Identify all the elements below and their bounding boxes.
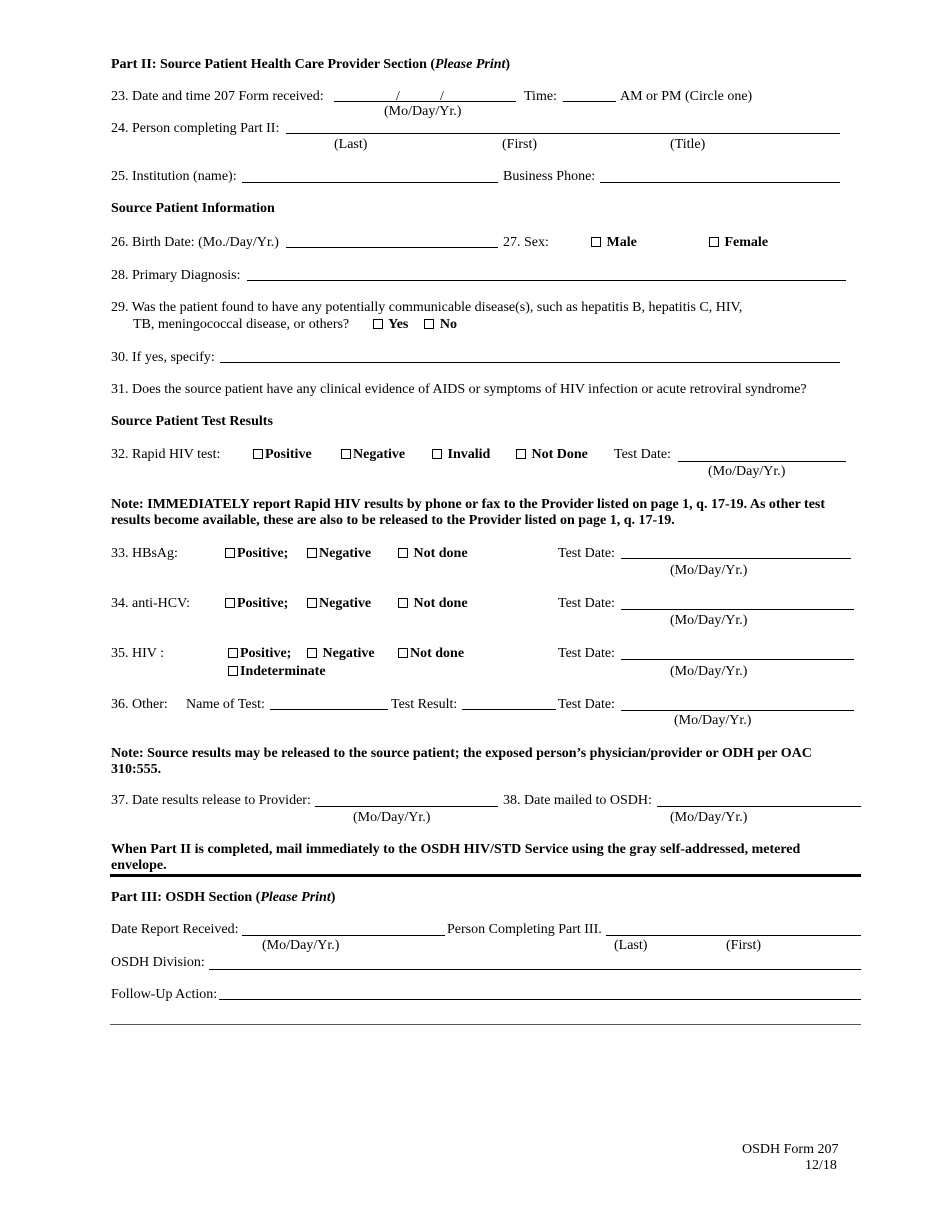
negative-checkbox[interactable] [307, 648, 317, 658]
q32-date-label: Test Date: [614, 447, 671, 462]
q28-diagnosis-field[interactable] [247, 280, 846, 281]
q36-date-label: Test Date: [558, 697, 615, 712]
no-checkbox[interactable] [424, 319, 434, 329]
q35-date-label: Test Date: [558, 646, 615, 661]
part3-followup-label: Follow-Up Action: [111, 987, 218, 1002]
q26-label: 26. Birth Date: (Mo./Day/Yr.) [111, 235, 279, 250]
q24-label: 24. Person completing Part II: [111, 121, 280, 136]
q35-not-done-option[interactable] [398, 646, 464, 662]
note2-line2: 310:555. [111, 762, 162, 777]
section-divider [110, 874, 861, 877]
q32-not-done-option[interactable] [516, 447, 588, 463]
negative-label: Negative [319, 546, 372, 561]
q35-indeterminate-option[interactable] [228, 664, 326, 680]
q36-label: 36. Other: [111, 697, 168, 712]
positive-checkbox[interactable] [253, 449, 263, 459]
q33-label: 33. HBsAg: [111, 546, 178, 561]
q34-label: 34. anti-HCV: [111, 596, 191, 611]
part3-date-hint: (Mo/Day/Yr.) [262, 938, 340, 953]
q38-date-hint: (Mo/Day/Yr.) [670, 810, 748, 825]
q36-result-label: Test Result: [391, 697, 458, 712]
positive-checkbox[interactable] [225, 548, 235, 558]
no-label: No [439, 317, 457, 332]
footer-form-number: OSDH Form 207 [742, 1142, 839, 1157]
part3-division-field[interactable] [209, 969, 861, 970]
positive-checkbox[interactable] [225, 598, 235, 608]
q27-male-option[interactable] [591, 235, 637, 251]
note1-line1: Note: IMMEDIATELY report Rapid HIV results by phone or fax to the Provider listed on page 1, q. 17-19. As other test [111, 497, 826, 512]
part3-heading: Part III: OSDH Section (Please Print) [111, 890, 336, 905]
negative-label: Negative [353, 447, 406, 462]
negative-checkbox[interactable] [307, 548, 317, 558]
not-done-checkbox[interactable] [516, 449, 526, 459]
positive-label: Positive [265, 447, 312, 462]
part3-last-hint: (Last) [614, 938, 648, 953]
test-results-heading: Source Patient Test Results [111, 414, 273, 429]
q37-date-field[interactable] [315, 806, 498, 807]
q32-date-hint: (Mo/Day/Yr.) [708, 464, 786, 479]
footer-revision-date: 12/18 [805, 1158, 837, 1173]
q33-negative-option[interactable] [307, 546, 371, 562]
q36-date-field[interactable] [621, 710, 854, 711]
q29-yes-option[interactable] [373, 317, 408, 332]
q37-label: 37. Date results release to Provider: [111, 793, 311, 808]
q33-not-done-option[interactable] [398, 546, 468, 562]
part3-person-label: Person Completing Part III. [447, 922, 602, 937]
not-done-label: Not done [413, 596, 468, 611]
q27-female-option[interactable] [709, 235, 768, 251]
not-done-label: Not done [410, 646, 465, 661]
indeterminate-label: Indeterminate [240, 664, 326, 679]
part3-bottom-line [110, 1024, 861, 1025]
q25-phone-field[interactable] [600, 182, 840, 183]
q36-test-result-field[interactable] [462, 709, 556, 710]
q29-line1: 29. Was the patient found to have any potentially communicable disease(s), such as hepatitis B, hepatitis C, HIV, [111, 300, 743, 315]
part3-followup-field[interactable] [219, 999, 861, 1000]
note2-line1: Note: Source results may be released to the source patient; the exposed person’s physician/provider or ODH per OAC [111, 746, 812, 761]
q25-phone-label: Business Phone: [503, 169, 596, 184]
q29-question-tail: TB, meningococcal disease, or others? [133, 317, 350, 332]
q32-invalid-option[interactable] [432, 447, 490, 463]
q24-first-hint: (First) [502, 137, 537, 152]
mail-note-line1: When Part II is completed, mail immediately to the OSDH HIV/STD Service using the gray self-addressed, metered [111, 842, 801, 857]
part3-date-field[interactable] [242, 935, 445, 936]
q23-time-label: Time: [524, 89, 557, 104]
q37-date-hint: (Mo/Day/Yr.) [353, 810, 431, 825]
q38-label: 38. Date mailed to OSDH: [503, 793, 652, 808]
q33-positive-option[interactable] [225, 546, 288, 562]
negative-label: Negative [319, 596, 372, 611]
female-label: Female [724, 235, 769, 250]
q23-date-hint: (Mo/Day/Yr.) [384, 104, 462, 119]
q36-name-label: Name of Test: [186, 697, 265, 712]
q23-time-field[interactable] [563, 101, 616, 102]
yes-checkbox[interactable] [373, 319, 383, 329]
q35-positive-option[interactable] [228, 646, 291, 662]
part3-first-hint: (First) [726, 938, 761, 953]
q24-name-field[interactable] [286, 133, 840, 134]
not-done-checkbox[interactable] [398, 648, 408, 658]
q38-date-field[interactable] [657, 806, 861, 807]
part2-heading: Part II: Source Patient Health Care Provider Section (Please Print) [111, 57, 511, 72]
q29-line2 [133, 317, 457, 333]
q30-specify-field[interactable] [220, 362, 840, 363]
invalid-label: Invalid [447, 447, 491, 462]
q34-negative-option[interactable] [307, 596, 371, 612]
not-done-checkbox[interactable] [398, 548, 408, 558]
part3-division-label: OSDH Division: [111, 955, 205, 970]
q33-date-field[interactable] [621, 558, 851, 559]
q35-negative-option[interactable] [307, 646, 375, 662]
female-checkbox[interactable] [709, 237, 719, 247]
q24-last-hint: (Last) [334, 137, 368, 152]
q36-test-name-field[interactable] [270, 709, 388, 710]
q23-date-field[interactable] [334, 101, 516, 102]
q23-label: 23. Date and time 207 Form received: [111, 89, 324, 104]
mail-note-line2: envelope. [111, 858, 167, 873]
q36-date-hint: (Mo/Day/Yr.) [674, 713, 752, 728]
q34-positive-option[interactable] [225, 596, 288, 612]
q23-slash-2: / [440, 89, 444, 104]
positive-label: Positive; [237, 546, 289, 561]
q26-birthdate-field[interactable] [286, 247, 498, 248]
note1-line2: results become available, these are also to be released to the Provider listed on page 1, q. 17-19. [111, 513, 675, 528]
q35-label: 35. HIV : [111, 646, 165, 661]
indeterminate-checkbox[interactable] [228, 666, 238, 676]
positive-label: Positive; [237, 596, 289, 611]
q32-positive-option[interactable] [253, 447, 312, 463]
q25-label: 25. Institution (name): [111, 169, 237, 184]
q27-label: 27. Sex: [503, 235, 549, 250]
q34-date-label: Test Date: [558, 596, 615, 611]
q34-date-hint: (Mo/Day/Yr.) [670, 613, 748, 628]
not-done-label: Not Done [531, 447, 588, 462]
q30-label: 30. If yes, specify: [111, 350, 215, 365]
q33-date-hint: (Mo/Day/Yr.) [670, 563, 748, 578]
q35-date-field[interactable] [621, 659, 854, 660]
q25-institution-field[interactable] [242, 182, 498, 183]
part3-person-field[interactable] [606, 935, 861, 936]
yes-label: Yes [388, 317, 409, 332]
positive-checkbox[interactable] [228, 648, 238, 658]
not-done-checkbox[interactable] [398, 598, 408, 608]
negative-label: Negative [322, 646, 375, 661]
positive-label: Positive; [240, 646, 292, 661]
q31-label: 31. Does the source patient have any clinical evidence of AIDS or symptoms of HIV infection or acute retroviral syndrome? [111, 382, 807, 397]
q32-date-field[interactable] [678, 461, 846, 462]
q23-ampm: AM or PM (Circle one) [620, 89, 753, 104]
male-label: Male [606, 235, 637, 250]
negative-checkbox[interactable] [341, 449, 351, 459]
invalid-checkbox[interactable] [432, 449, 442, 459]
q34-not-done-option[interactable] [398, 596, 468, 612]
q32-label: 32. Rapid HIV test: [111, 447, 221, 462]
q32-negative-option[interactable] [341, 447, 405, 463]
q28-label: 28. Primary Diagnosis: [111, 268, 241, 283]
negative-checkbox[interactable] [307, 598, 317, 608]
q33-date-label: Test Date: [558, 546, 615, 561]
male-checkbox[interactable] [591, 237, 601, 247]
part3-date-label: Date Report Received: [111, 922, 239, 937]
q34-date-field[interactable] [621, 609, 854, 610]
q35-date-hint: (Mo/Day/Yr.) [670, 664, 748, 679]
not-done-label: Not done [413, 546, 468, 561]
q23-slash-1: / [396, 89, 400, 104]
q24-title-hint: (Title) [670, 137, 706, 152]
source-info-heading: Source Patient Information [111, 201, 275, 216]
q29-no-option[interactable] [424, 317, 457, 332]
